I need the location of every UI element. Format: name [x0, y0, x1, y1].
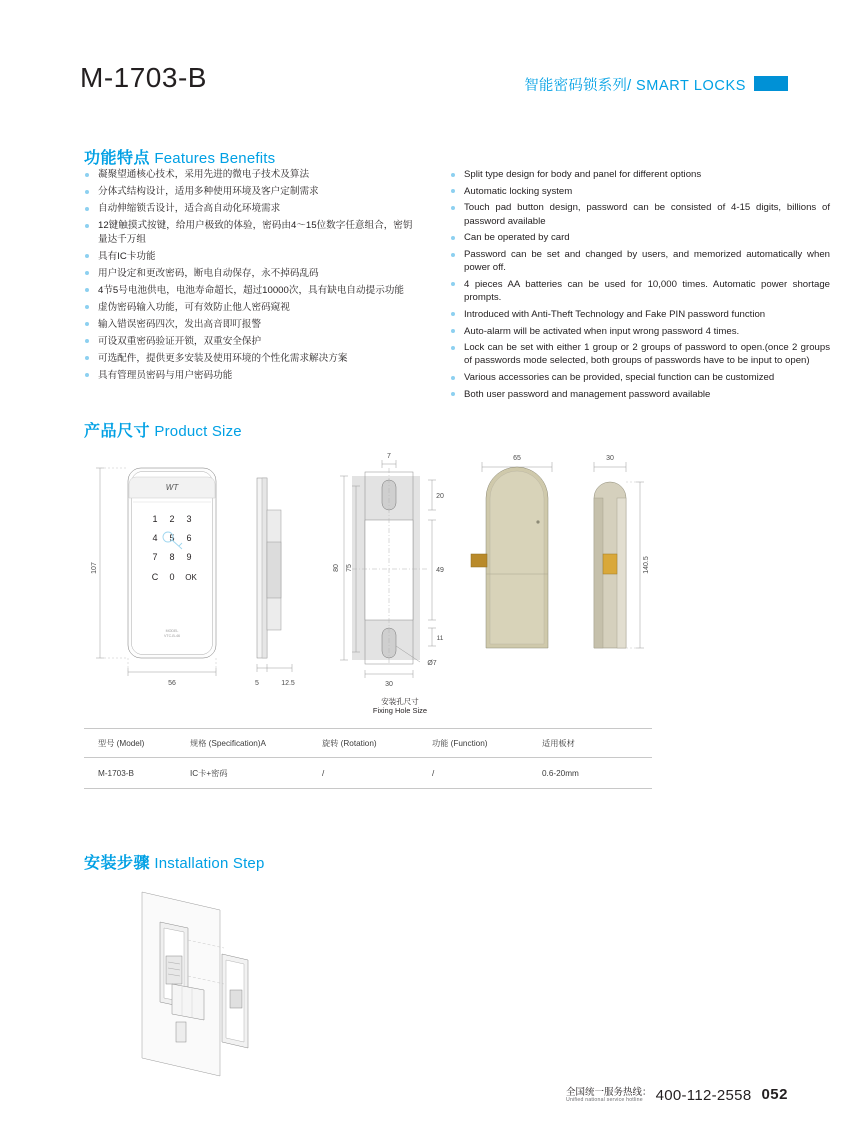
list-item [84, 267, 414, 281]
list-item-text: 虚伪密码输入功能，可有效防止他人密码窥视 [98, 301, 290, 313]
svg-text:75: 75 [346, 564, 353, 572]
bullet-icon [451, 173, 455, 177]
list-item [84, 250, 414, 264]
list-item [450, 185, 830, 198]
list-item [450, 278, 830, 304]
product-size-section-title [84, 418, 242, 441]
svg-text:4: 4 [152, 533, 158, 543]
svg-text:7: 7 [152, 552, 158, 562]
features-section-title [84, 145, 275, 168]
svg-text:30: 30 [385, 681, 393, 688]
col-header-specification: 规格 (Specification)A [190, 738, 266, 748]
svg-text:20: 20 [436, 493, 444, 500]
table-row [84, 758, 652, 789]
specification-table [84, 728, 652, 789]
hotline-label [566, 1081, 652, 1104]
cell-model: M-1703-B [98, 768, 134, 778]
hotline-number: 400-112-2558 [655, 1087, 752, 1104]
bullet-icon [85, 305, 89, 309]
list-item [84, 168, 414, 182]
svg-text:2: 2 [169, 514, 175, 524]
list-item-text: 12键触摸式按键，给用户极致的体验，密码由4～15位数字任意组合，密钥量达千万组 [98, 220, 413, 245]
features-title-en: Features Benefits [150, 150, 276, 167]
bullet-icon [451, 312, 455, 316]
page-header [0, 62, 850, 112]
bullet-icon [451, 346, 455, 350]
bullet-icon [85, 339, 89, 343]
list-item [450, 388, 830, 401]
svg-text:9: 9 [186, 552, 192, 562]
list-item-text: Can be operated by card [464, 232, 570, 244]
list-item [450, 168, 830, 181]
list-item-text: Split type design for body and panel for different options [464, 169, 702, 180]
features-section [0, 168, 850, 400]
col-header-rotation: 旋转 (Rotation) [322, 738, 377, 748]
svg-text:65: 65 [513, 455, 521, 462]
hotline-label-en: Unified national service hotline [566, 1097, 643, 1104]
list-item-text: Password can be set and changed by users, and memorized automatically when power off. [464, 249, 830, 274]
installation-title-en: Installation Step [150, 855, 265, 872]
svg-text:Ø7: Ø7 [427, 660, 437, 667]
list-item [84, 352, 414, 366]
bullet-icon [451, 189, 455, 193]
list-item [84, 284, 414, 298]
installation-section-title [84, 850, 265, 873]
bullet-icon [85, 254, 89, 258]
list-item [450, 201, 830, 227]
cell-specification: IC卡+密码 [190, 768, 228, 778]
bullet-icon [85, 356, 89, 360]
svg-text:5: 5 [169, 533, 175, 543]
svg-text:8: 8 [169, 552, 175, 562]
list-item-text: 用户设定和更改密码，断电自动保存，永不掉码乱码 [98, 267, 319, 279]
bullet-icon [85, 173, 89, 177]
list-item-text: 分体式结构设计，适用多种使用环境及客户定制需求 [98, 186, 319, 197]
list-item-text: 4 pieces AA batteries can be used for 10,000 times. Automatic power shortage prompts. [464, 278, 830, 304]
list-item-text: Lock can be set with either 1 group or 2 groups of password to open.(once 2 groups of passwords mode selected, both groups of passwords have to be input to open) [464, 342, 830, 367]
page-number: 052 [761, 1086, 788, 1103]
svg-text:1: 1 [152, 514, 158, 524]
col-header-material: 适用板材 [542, 738, 575, 748]
list-item-text: 具有管理员密码与用户密码功能 [98, 369, 233, 381]
svg-text:30: 30 [606, 455, 614, 462]
svg-text:56: 56 [168, 680, 176, 687]
product-size-title-cn: 产品尺寸 [84, 423, 151, 440]
svg-text:3: 3 [186, 514, 192, 524]
page-title: M-1703-B [80, 62, 207, 93]
bullet-icon [451, 206, 455, 210]
list-item [84, 202, 414, 216]
installation-title-cn: 安装步骤 [84, 855, 151, 872]
svg-text:7: 7 [387, 453, 391, 460]
product-size-title-en: Product Size [150, 423, 242, 440]
installation-drawing [120, 880, 340, 1080]
col-header-function: 功能 (Function) [432, 738, 488, 748]
list-item-text: 凝聚望通核心技术，采用先进的微电子技术及算法 [98, 169, 310, 180]
list-item-text: 具有IC卡功能 [98, 250, 156, 262]
svg-text:VTC-B-46: VTC-B-46 [164, 634, 180, 638]
svg-text:6: 6 [186, 533, 192, 543]
features-list-en [450, 168, 830, 405]
list-item [450, 308, 830, 321]
list-item-text: 输入错误密码四次，发出高音即叮报警 [98, 318, 262, 330]
svg-text:C: C [151, 572, 159, 582]
list-item [84, 318, 414, 332]
list-item [84, 219, 414, 246]
list-item-text: Introduced with Anti-Theft Technology and Fake PIN password function [464, 308, 766, 320]
list-item-text: Various accessories can be provided, special function can be customized [464, 372, 775, 384]
svg-text:WT: WT [165, 483, 179, 492]
bullet-icon [85, 322, 89, 326]
bullet-icon [451, 376, 455, 380]
list-item [84, 301, 414, 315]
svg-text:MODEL: MODEL [165, 629, 179, 633]
svg-text:12.5: 12.5 [281, 680, 295, 687]
table-header-row [84, 728, 652, 758]
list-item-text: 自动伸缩锁舌设计，适合高自动化环境需求 [98, 203, 281, 214]
list-item-text: Auto-alarm will be activated when input wrong password 4 times. [464, 325, 740, 337]
hotline-label-cn: 全国统一服务热线： [566, 1086, 652, 1098]
header-color-swatch [754, 76, 788, 91]
list-item-text: Both user password and management password available [464, 388, 711, 400]
cell-material: 0.6-20mm [542, 768, 579, 778]
svg-text:0: 0 [169, 572, 175, 582]
list-item-text: 4节5号电池供电，电池寿命超长，超过10000次，具有缺电自动提示功能 [98, 284, 404, 296]
bullet-icon [85, 373, 89, 377]
series-label [524, 74, 746, 95]
product-drawings [0, 450, 850, 720]
col-header-model: 型号 (Model) [98, 738, 145, 748]
bullet-icon [451, 236, 455, 240]
svg-text:107: 107 [91, 562, 98, 574]
features-title-cn: 功能特点 [84, 150, 151, 167]
list-item-text: 可选配件，提供更多安装及使用环境的个性化需求解决方案 [98, 352, 348, 364]
page-footer [566, 1076, 788, 1104]
svg-text:安装孔尺寸: 安装孔尺寸 [381, 697, 419, 706]
list-item [84, 335, 414, 349]
svg-text:80: 80 [333, 564, 340, 572]
svg-text:140.5: 140.5 [643, 556, 650, 574]
list-item [84, 185, 414, 199]
svg-text:5: 5 [255, 680, 259, 687]
series-label-en: SMART LOCKS [631, 78, 746, 94]
bullet-icon [451, 329, 455, 333]
cell-function: / [432, 768, 435, 778]
list-item [450, 231, 830, 244]
list-item-text: 可设双重密码验证开锁，双重安全保护 [98, 335, 262, 347]
bullet-icon [451, 253, 455, 257]
list-item [450, 371, 830, 384]
bullet-icon [85, 224, 89, 228]
list-item [84, 369, 414, 383]
series-label-cn: 智能密码锁系列/ [524, 78, 632, 94]
list-item [450, 341, 830, 367]
list-item [450, 248, 830, 274]
bullet-icon [85, 288, 89, 292]
svg-text:OK: OK [185, 573, 197, 582]
cell-rotation: / [322, 768, 325, 778]
bullet-icon [85, 207, 89, 211]
bullet-icon [451, 392, 455, 396]
svg-text:Fixing Hole Size: Fixing Hole Size [372, 706, 428, 715]
list-item [450, 325, 830, 338]
bullet-icon [85, 190, 89, 194]
svg-text:11: 11 [436, 635, 444, 642]
svg-text:49: 49 [436, 567, 444, 574]
list-item-text: Automatic locking system [464, 185, 573, 197]
bullet-icon [451, 282, 455, 286]
list-item-text: Touch pad button design, password can be consisted of 4-15 digits, billions of password available [464, 202, 830, 227]
bullet-icon [85, 271, 89, 275]
features-list-cn [84, 168, 414, 386]
